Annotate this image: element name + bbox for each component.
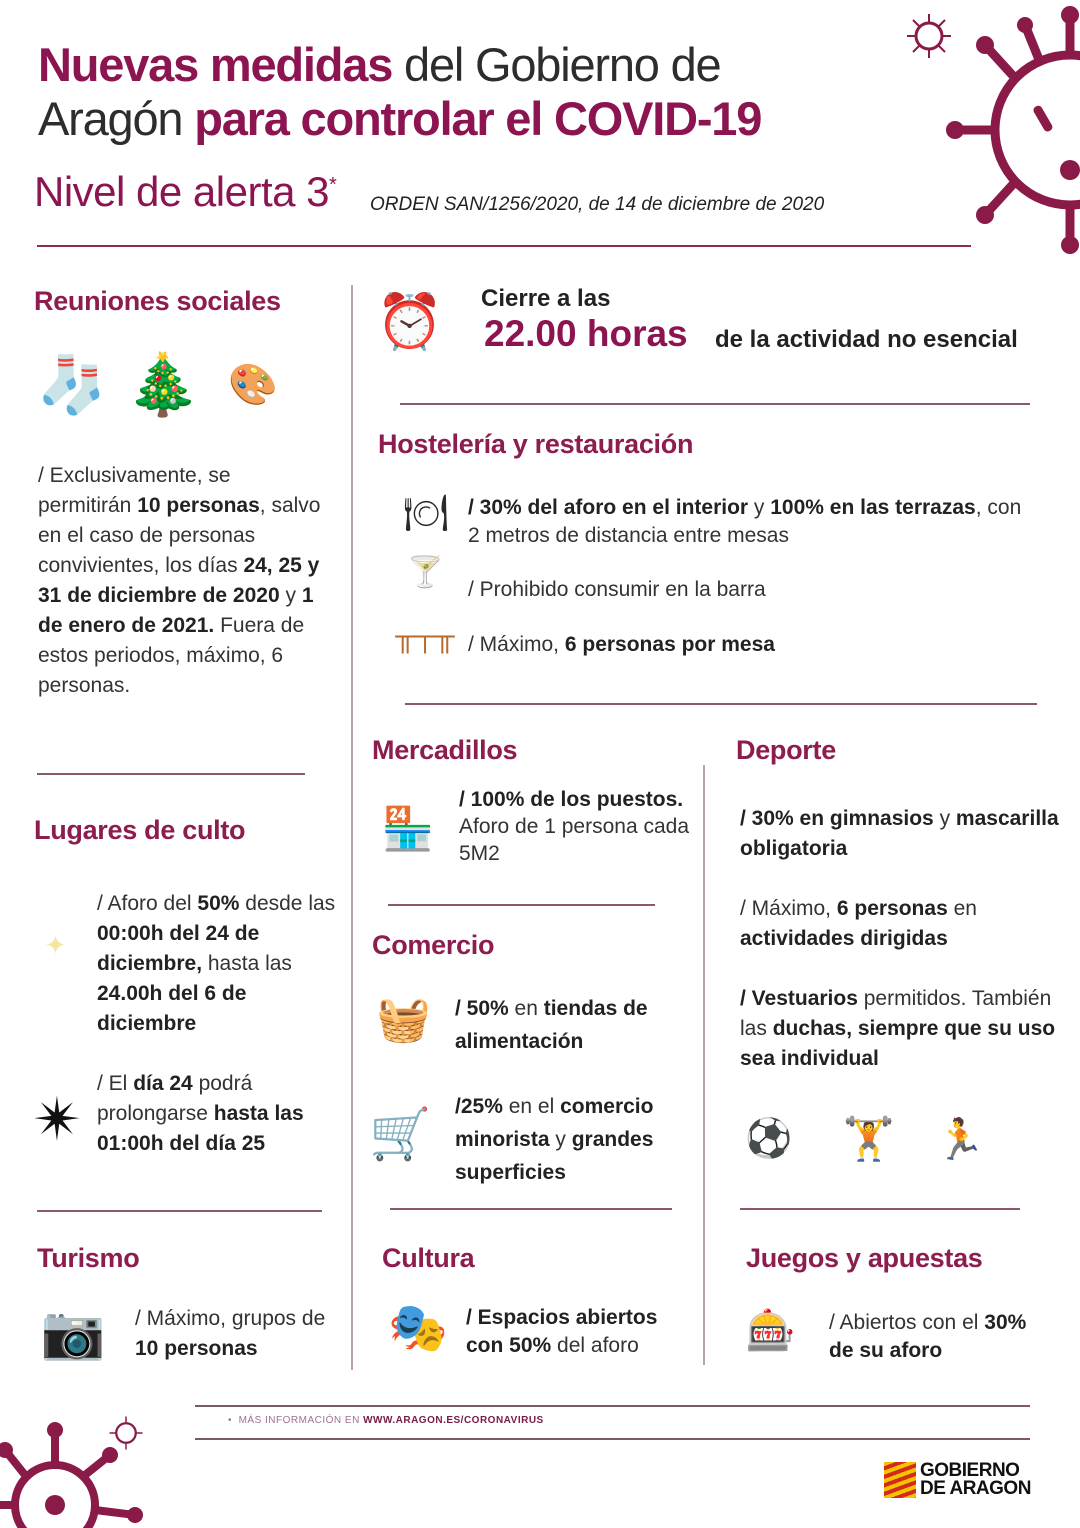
section-title-cultura: Cultura (382, 1243, 475, 1273)
small-virus-icon (108, 1415, 144, 1451)
text-segment: podrá prolongarse (97, 1072, 253, 1125)
text-segment: del Gobierno de (392, 38, 721, 91)
comercio-item-1 (455, 992, 695, 1058)
camera-icon: 📷 (40, 1304, 106, 1362)
christmas-tree-icon: 🎄 (125, 350, 201, 418)
hosteleria-item-1 (468, 494, 1038, 550)
gobierno-aragon-logo (884, 1462, 1031, 1498)
text-segment: 100% en las terrazas (770, 496, 976, 519)
divider (195, 1438, 1030, 1440)
text-segment: / 30% del aforo en el interior (468, 496, 749, 519)
text-segment: permitidos. También las (740, 987, 1052, 1040)
divider (195, 1405, 1030, 1407)
text-segment: Aragón (38, 92, 195, 145)
table-chairs-icon: ╥┬╥ (395, 620, 455, 651)
deporte-item-3 (740, 984, 1060, 1074)
alert-level (34, 168, 336, 216)
section-title-culto: Lugares de culto (34, 815, 246, 845)
reuniones-text (38, 461, 323, 701)
closing-suffix: de la actividad no esencial (715, 326, 1018, 353)
text-segment: y (549, 1128, 572, 1151)
ornaments-icon: 🎨 (228, 362, 278, 407)
text-segment: en (508, 997, 544, 1020)
text-segment: / El (97, 1072, 134, 1095)
text-segment: y (748, 496, 771, 519)
divider (390, 1208, 672, 1210)
text-segment: / Máximo, (740, 897, 837, 920)
section-title-comercio: Comercio (372, 930, 495, 960)
logo-line-2: DE ARAGON (920, 1478, 1031, 1499)
text-segment: / Aforo del (97, 892, 198, 915)
page-title (38, 38, 761, 146)
closing-time: 22.00 horas (484, 313, 688, 354)
text-segment: / Prohibido consumir en la barra (468, 578, 766, 601)
text-segment: y (933, 807, 956, 830)
culto-text-1 (97, 889, 345, 1039)
food-basket-icon: 🧺 (376, 995, 431, 1044)
hosteleria-item-3 (468, 630, 1028, 660)
mercadillos-text (459, 786, 694, 867)
text-segment: hasta las 01:00h del día 25 (97, 1102, 304, 1155)
section-title-deporte: Deporte (736, 735, 836, 765)
more-info-link[interactable]: WWW.ARAGON.ES/CORONAVIRUS (363, 1415, 544, 1426)
text-segment: grandes superficies (455, 1128, 654, 1184)
section-title-mercadillos: Mercadillos (372, 735, 518, 765)
more-info-label: MÁS INFORMACIÓN EN (238, 1415, 364, 1426)
alert-footnote-mark: * (329, 174, 337, 196)
text-segment: / 100% de los puestos. (459, 788, 684, 811)
divider (405, 703, 1037, 705)
text-segment: , salvo en el caso de personas convivientes, los días (38, 494, 321, 577)
divider (400, 403, 1030, 405)
text-segment: 10 personas (137, 494, 260, 517)
stocking-icon: 🧦 (37, 352, 107, 416)
text-segment: / Máximo, grupos de (135, 1307, 326, 1330)
more-info (228, 1415, 544, 1426)
section-title-reuniones: Reuniones sociales (34, 286, 281, 316)
text-segment: día 24 (133, 1072, 193, 1095)
soccer-ball-icon: ⚽ (745, 1118, 793, 1160)
text-segment: 24, 25 y 31 de diciembre de 2020 (38, 554, 320, 607)
text-segment: del aforo (551, 1334, 639, 1357)
text-segment: / Exclusivamente, se permitirán (38, 464, 231, 517)
shopping-cart-icon: 🛒 (369, 1105, 432, 1162)
cultura-text (466, 1304, 696, 1360)
section-title-hosteleria: Hostelería y restauración (378, 429, 694, 459)
text-segment: 10 personas (135, 1337, 258, 1360)
text-segment: / Espacios abiertos con 50% (466, 1306, 658, 1357)
juegos-text (829, 1309, 1049, 1365)
title-line-1 (38, 38, 761, 92)
text-segment: / Vestuarios (740, 987, 858, 1010)
text-segment: Nuevas medidas (38, 38, 393, 91)
text-segment: 24.00h del 6 de diciembre (97, 982, 247, 1035)
text-segment: / 50% (455, 997, 509, 1020)
divider (703, 765, 705, 1365)
text-segment: mascarilla obligatoria (740, 807, 1059, 860)
deporte-item-2 (740, 894, 1060, 954)
title-line-2 (38, 92, 761, 146)
text-segment: para controlar el COVID-19 (194, 92, 762, 145)
text-segment: 1 de enero de 2021. (38, 584, 314, 637)
hosteleria-item-2 (468, 575, 1028, 605)
text-segment: actividades dirigidas (740, 927, 948, 950)
divider (37, 773, 305, 775)
text-segment: Fuera de estos periodos, máximo, 6 personas. (38, 614, 305, 697)
divider (351, 285, 353, 1370)
aragon-flag-icon (884, 1462, 916, 1498)
alarm-clock-icon: ⏰ (376, 292, 444, 352)
logo-line-1: GOBIERNO (920, 1460, 1020, 1481)
theater-masks-icon: 🎭 (388, 1301, 448, 1355)
text-segment: en el (502, 1095, 561, 1118)
divider (740, 1208, 1020, 1210)
comercio-item-2 (455, 1090, 700, 1189)
deporte-item-1 (740, 804, 1060, 864)
culto-text-2 (97, 1069, 345, 1159)
turismo-text (135, 1304, 345, 1364)
divider (37, 245, 971, 247)
section-title-turismo: Turismo (37, 1243, 140, 1273)
text-segment: 6 personas (836, 897, 948, 920)
text-segment: , con 2 metros de distancia entre mesas (468, 496, 1022, 547)
divider (388, 904, 655, 906)
text-segment: 30% de su aforo (829, 1311, 1027, 1362)
cocktail-icon: 🍸 (406, 556, 445, 589)
text-segment: duchas, siempre que su uso sea individual (740, 1017, 1056, 1070)
runner-icon: 🏃 (935, 1117, 985, 1162)
market-stall-icon: 🏪 (381, 805, 435, 852)
text-segment: y (279, 584, 302, 607)
text-segment: tiendas de alimentación (455, 997, 648, 1053)
text-segment: hasta las (202, 952, 292, 975)
text-segment: 6 personas por mesa (564, 633, 775, 656)
alert-level-text: Nivel de alerta 3 (34, 168, 329, 215)
text-segment: Aforo de 1 persona cada 5M2 (459, 815, 689, 865)
text-segment: en (947, 897, 977, 920)
section-title-juegos: Juegos y apuestas (746, 1243, 983, 1273)
closing-prefix: Cierre a las (481, 285, 611, 312)
legal-order: ORDEN SAN/1256/2020, de 14 de diciembre de 2020 (370, 194, 825, 215)
small-virus-icon (905, 12, 953, 60)
sparkle-icon: ✦ (44, 929, 67, 960)
cloche-icon: 🍽 (403, 491, 449, 533)
text-segment: / 30% en gimnasios (740, 807, 934, 830)
star-icon: ✴ (32, 1086, 83, 1153)
weightlifter-icon: 🏋 (842, 1115, 896, 1162)
text-segment: comercio minorista (455, 1095, 654, 1151)
bullet: • (228, 1415, 239, 1426)
divider (37, 1210, 322, 1212)
text-segment: desde las (239, 892, 336, 915)
text-segment: /25% (455, 1095, 503, 1118)
text-segment: 50% (197, 892, 240, 915)
text-segment: / Máximo, (468, 633, 565, 656)
text-segment: 00:00h del 24 de diciembre, (97, 922, 260, 975)
text-segment: / Abiertos con el (829, 1311, 985, 1334)
poker-chips-icon: 🎰 (745, 1308, 796, 1353)
